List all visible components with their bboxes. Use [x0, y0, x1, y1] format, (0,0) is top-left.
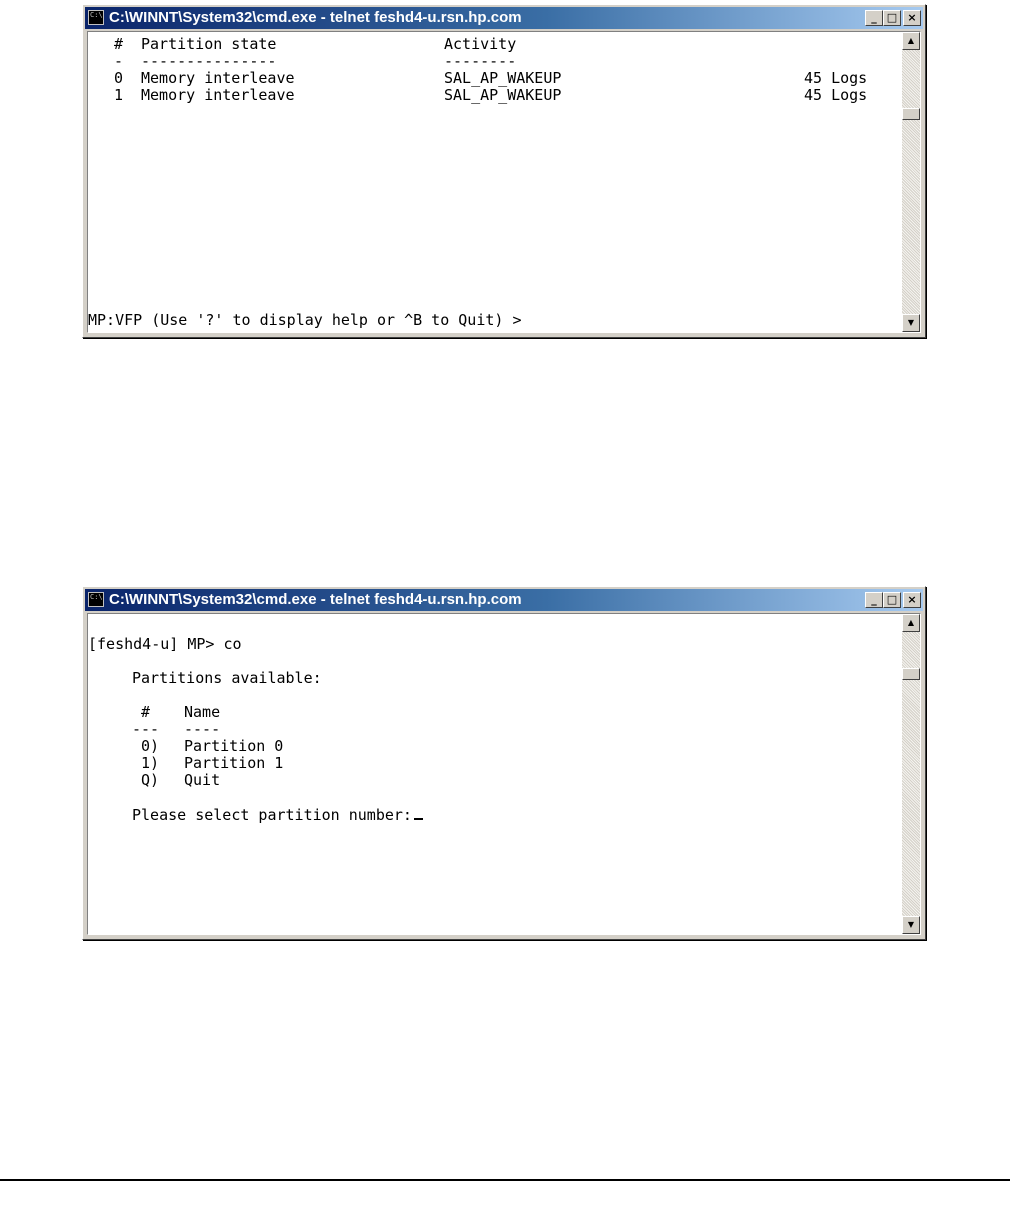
scroll-up-arrow-icon[interactable]: ▲ [902, 32, 920, 50]
partition-option: Partition 0 [184, 737, 284, 755]
page-footer-rule [0, 1179, 1010, 1181]
close-button[interactable]: × [903, 10, 921, 26]
close-button[interactable]: × [903, 592, 921, 608]
row-num: 0 [114, 69, 124, 87]
column-header-num: # [114, 35, 124, 53]
minimize-button[interactable]: _ [865, 10, 883, 26]
partition-option: Quit [184, 771, 221, 789]
terminal-output [88, 32, 902, 332]
command-prompt-icon[interactable]: C:\ [88, 10, 104, 25]
maximize-button[interactable]: □ [883, 592, 901, 608]
column-header-activity: Activity [444, 35, 517, 53]
column-header-num: # [141, 703, 151, 721]
command-prompt-icon[interactable]: C:\ [88, 592, 104, 607]
select-prompt: Please select partition number: [132, 806, 412, 824]
command-prompt[interactable]: MP:VFP (Use '?' to display help or ^B to Quit) > [88, 311, 522, 329]
partition-key: 1) [141, 754, 160, 772]
maximize-button[interactable]: □ [883, 10, 901, 26]
underline-activity: -------- [444, 52, 517, 70]
row-logs: 45 Logs [804, 86, 868, 104]
underline-state: --------------- [141, 52, 277, 70]
vertical-scrollbar[interactable] [902, 614, 920, 934]
row-state: Memory interleave [141, 69, 295, 87]
vertical-scrollbar[interactable] [902, 32, 920, 332]
console-area[interactable] [87, 31, 921, 333]
column-header-name: Name [184, 703, 221, 721]
minimize-button[interactable]: _ [865, 592, 883, 608]
select-prompt-line[interactable] [132, 807, 423, 825]
console-area[interactable] [87, 613, 921, 935]
partition-key: 0) [141, 737, 160, 755]
text-cursor [414, 818, 423, 820]
column-header-state: Partition state [141, 35, 277, 53]
underline-name: ---- [184, 720, 221, 738]
window-title: C:\WINNT\System32\cmd.exe - telnet feshd4-u.rsn.hp.com [109, 591, 522, 608]
row-activity: SAL_AP_WAKEUP [444, 69, 562, 87]
partition-option: Partition 1 [184, 754, 284, 772]
row-logs: 45 Logs [804, 69, 868, 87]
title-bar[interactable] [85, 7, 923, 29]
terminal-output [88, 614, 902, 934]
partition-key: Q) [141, 771, 160, 789]
row-state: Memory interleave [141, 86, 295, 104]
underline-num: - [114, 52, 124, 70]
row-activity: SAL_AP_WAKEUP [444, 86, 562, 104]
command-line: [feshd4-u] MP> co [88, 635, 242, 653]
console-window-partition-select [82, 586, 926, 940]
scroll-down-arrow-icon[interactable]: ▼ [902, 916, 920, 934]
title-bar[interactable] [85, 589, 923, 611]
underline-num: --- [132, 720, 160, 738]
scroll-thumb[interactable] [902, 108, 920, 120]
window-title: C:\WINNT\System32\cmd.exe - telnet feshd4-u.rsn.hp.com [109, 9, 522, 26]
scroll-thumb[interactable] [902, 668, 920, 680]
scroll-up-arrow-icon[interactable]: ▲ [902, 614, 920, 632]
scroll-down-arrow-icon[interactable]: ▼ [902, 314, 920, 332]
row-num: 1 [114, 86, 124, 104]
partitions-heading: Partitions available: [132, 669, 322, 687]
console-window-vfp [82, 4, 926, 338]
